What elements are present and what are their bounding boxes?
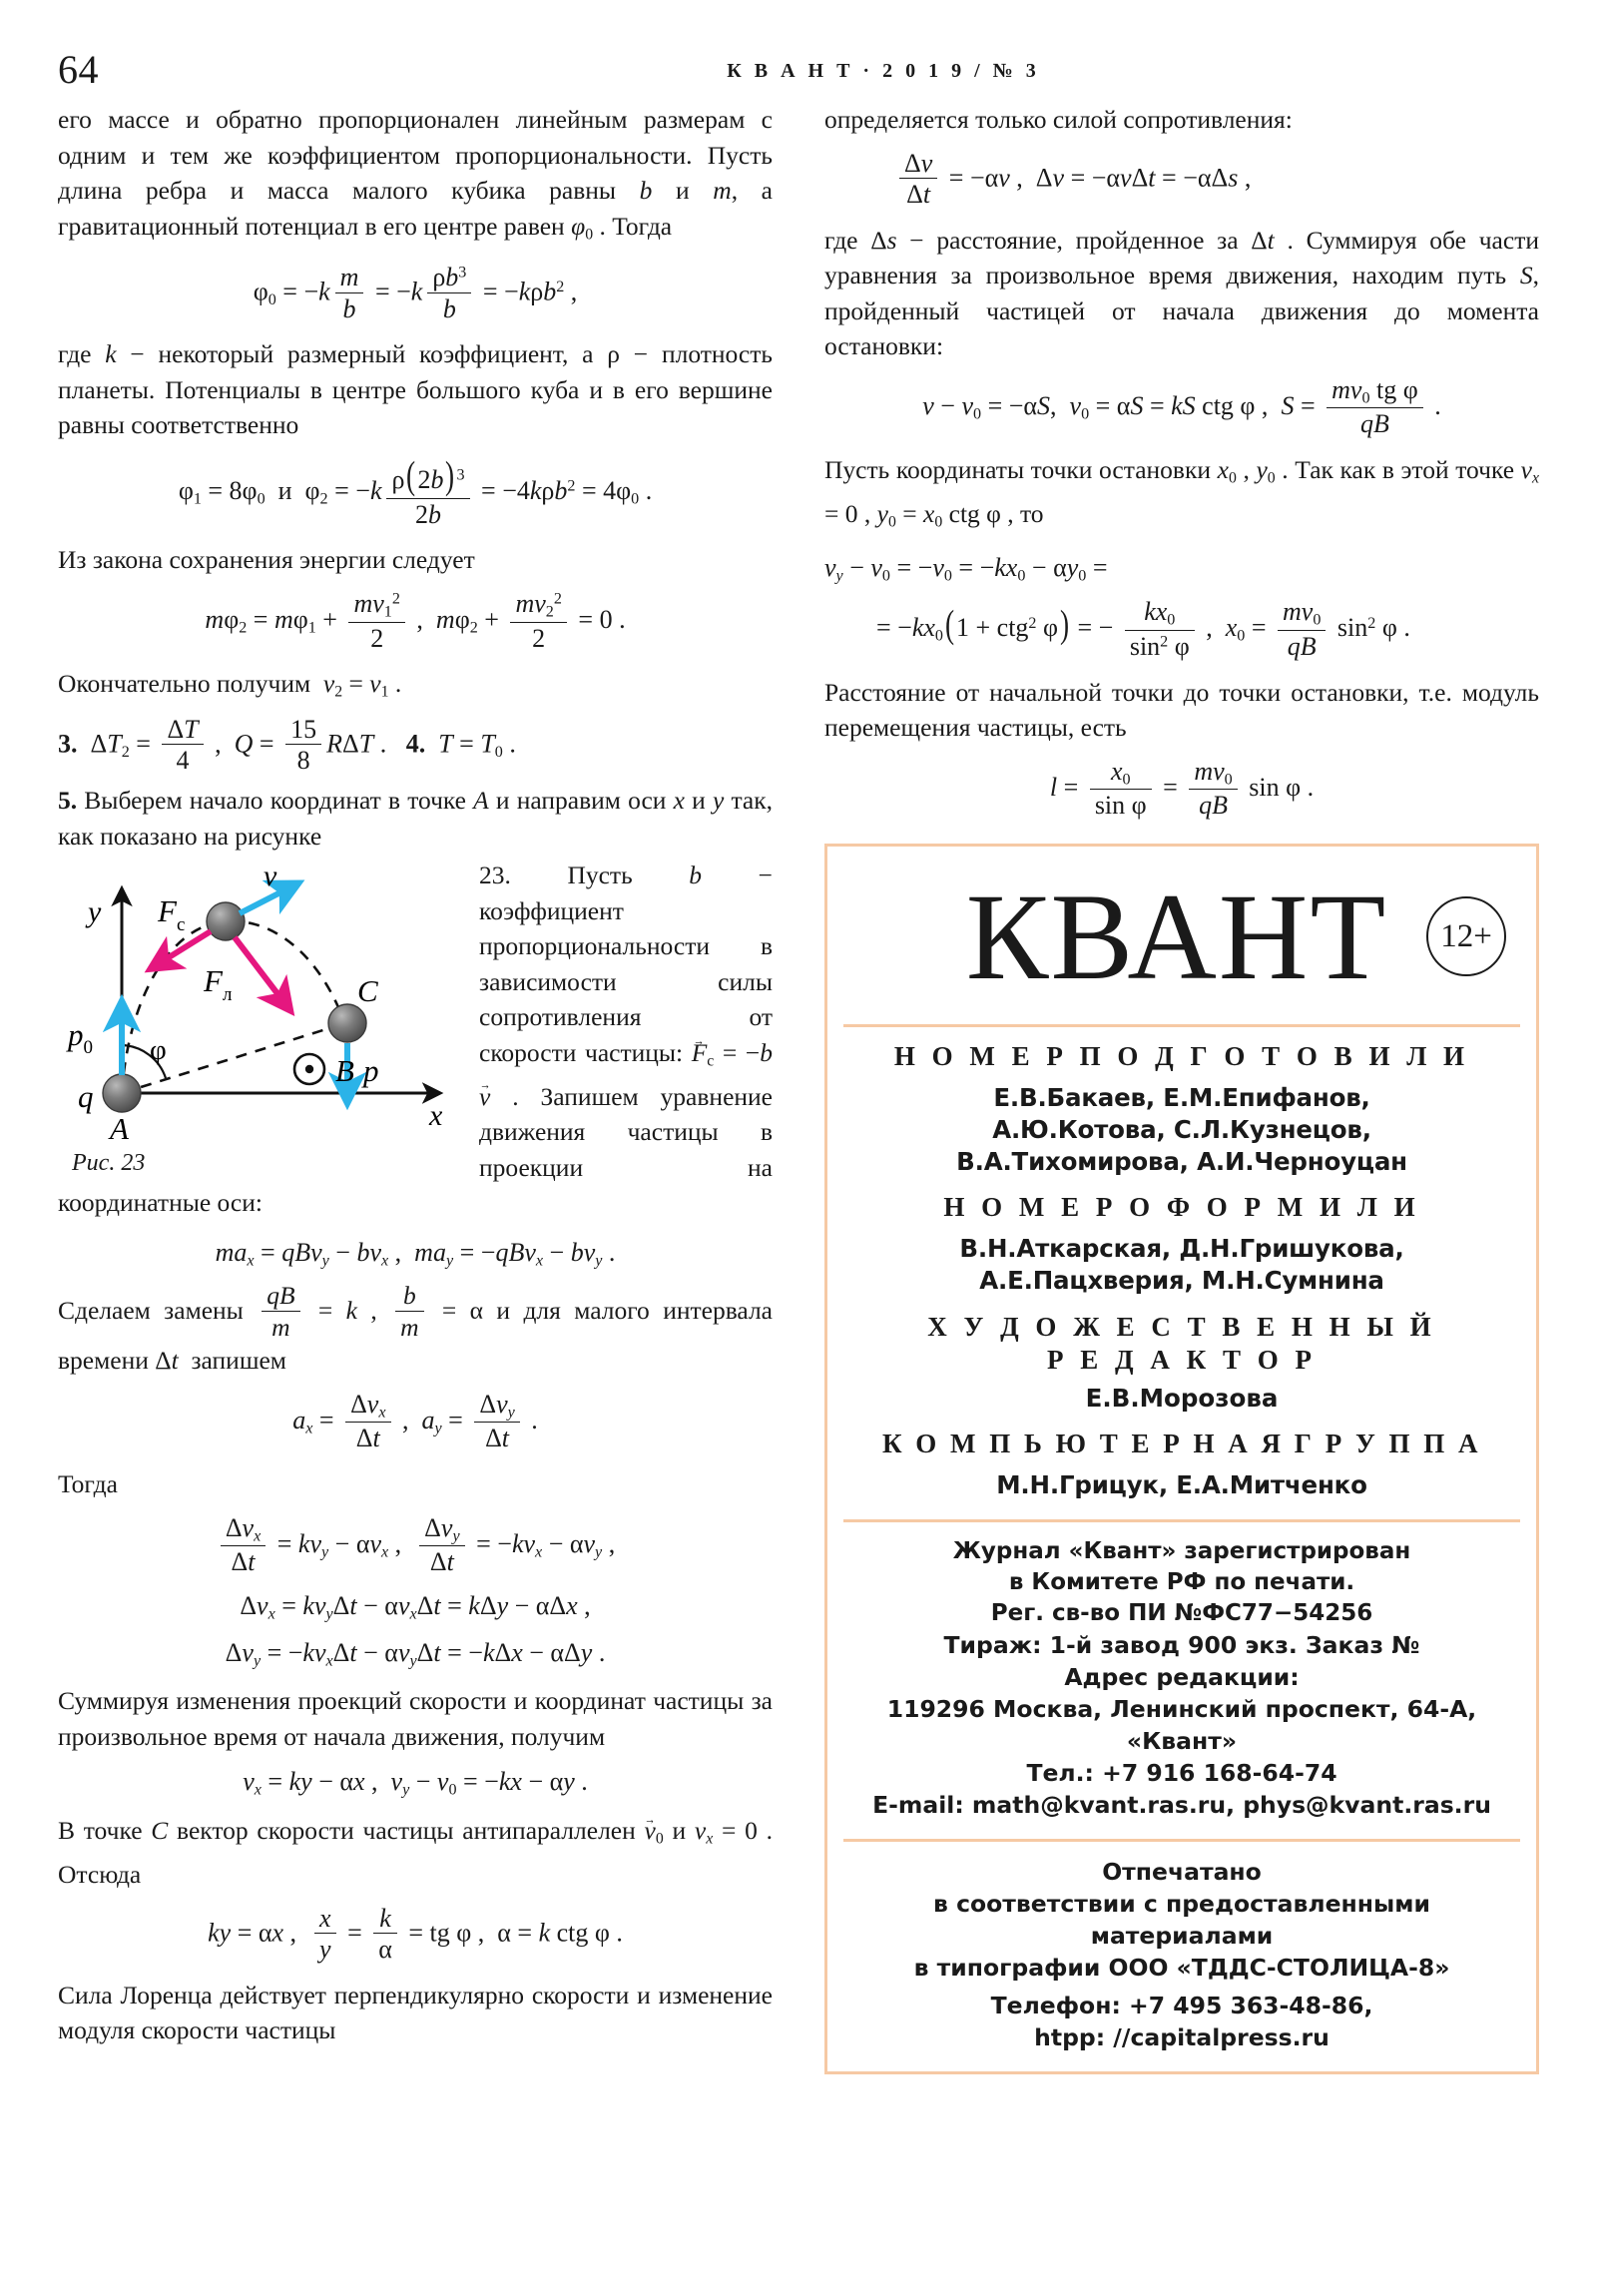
particle-at-A	[103, 1074, 141, 1112]
label-p0: $p_0$	[68, 1017, 93, 1059]
equation: = $-kx_0(1 + ctg^2$ φ) = − $\frac{kx_0}{\sin^2 \varphi}$ , $x_0$ = $\frac{mv_0}{qB}$ $\sin^2 \varphi$ .	[876, 597, 1410, 661]
credit-line: В.А.Тихомирова, А.И.Черноуцан	[956, 1147, 1407, 1177]
paragraph: Суммируя изменения проекций скорости и координат частицы за произвольное время от начала движения, получим	[58, 1686, 773, 1751]
art-editor-line1: Х У Д О Ж Е С Т В Е Н Н Ы Й	[927, 1312, 1436, 1343]
registration-line: в Комитете РФ по печати.	[1008, 1569, 1355, 1596]
printer-phone: Телефон: +7 495 363-48-86,	[990, 1992, 1373, 2020]
credits-art-editor: Е.В.Морозова	[1085, 1384, 1279, 1414]
equation: $\Delta v_x = kv_y\Delta t - \alpha v_x\Delta t = k\Delta y - \alpha\Delta x$ ,	[240, 1591, 591, 1623]
paragraph: Из закона сохранения энергии следует	[58, 545, 475, 575]
two-column-body	[58, 102, 1539, 2074]
printing-info	[843, 1856, 1520, 1984]
paragraph: Пусть координаты точки остановки $x_0$ , $y_0$ . Так как в этой точке $v_x = 0$ , $y_0 = x_0$ ctg φ , то	[824, 454, 1539, 531]
print-run: Тираж: 1-й завод 900 экз. Заказ №	[943, 1631, 1420, 1660]
paragraph: определяется только силой сопротивления:	[824, 105, 1293, 134]
figure-svg	[58, 863, 457, 1143]
paragraph: его массе и обратно пропорционален линейным размерам с одним и тем же коэффициентом пропорциональности. Пусть длина ребра и масса малого кубика равны b и m, а гравитационный потенциал в его центре равен $\varphi_0$ . Тогда	[58, 105, 773, 243]
trajectory-path	[122, 921, 347, 1093]
registration-info	[843, 1536, 1520, 1629]
paragraph: Сила Лоренца действует перпендикулярно скорости и изменение модуля скорости частицы	[58, 1980, 773, 2045]
section-title-designed: Н О М Е Р О Ф О Р М И Л И	[943, 1192, 1420, 1223]
credits-prepared	[843, 1082, 1520, 1178]
magnetic-field-dot	[305, 1065, 313, 1073]
item-number: 5.	[58, 786, 78, 816]
paragraph: Сделаем замены $\frac{qB}{m}$ = k , $\frac{b}{m}$ = α и для малого интервала времени Δt запишем	[58, 1281, 773, 1376]
address-line: 119296 Москва, Ленинский проспект, 64-А,	[886, 1695, 1477, 1724]
item-number: 4.	[405, 729, 426, 759]
credit-line: Е.В.Бакаев, Е.М.Епифанов,	[993, 1083, 1370, 1113]
equation: $v - v_0 = -\alpha S$, $v_0 = \alpha S$ = kS ctg φ , S = $\frac{mv_0 tg \varphi}{qB}$ .	[922, 374, 1441, 439]
registration-line: Рег. св-во ПИ №ФС77−54256	[990, 1600, 1373, 1627]
paragraph: 23. Пусть b − коэффициент пропорциональности в зависимости силы сопротивления от скорости частицы: $F \to_с = -bv$ → . Запишем уравнение движения частицы в проекции на координатные оси:	[58, 858, 773, 1220]
label-Fc: $F_с$	[158, 893, 186, 936]
particle-at-apex	[207, 902, 245, 940]
equation: $\frac{\Delta v}{\Delta t}$ = −αv , Δv = −αvΔt = −αΔs ,	[824, 150, 1539, 211]
figure-caption: Рис. 23	[72, 1150, 146, 1177]
credit-line: В.Н.Аткарская, Д.Н.Гришукова,	[959, 1234, 1404, 1264]
address-info	[843, 1693, 1520, 1757]
equation: $ma_x = qBv_y - bv_x$ , $ma_y = -qBv_x - bv_y$ .	[215, 1237, 616, 1270]
credit-line: А.Ю.Котова, С.Л.Кузнецов,	[992, 1115, 1371, 1145]
label-x: x	[429, 1099, 443, 1133]
section-title-computer-group: К О М П Ь Ю Т Е Р Н А Я Г Р У П П А	[881, 1429, 1482, 1459]
printer-website: htpp: //capitalpress.ru	[1034, 2023, 1330, 2052]
drag-force-vector	[166, 931, 211, 959]
left-column	[58, 102, 773, 2052]
label-q: q	[78, 1079, 94, 1115]
registration-line: Журнал «Квант» зарегистрирован	[952, 1538, 1411, 1565]
paragraph: где Δs − расстояние, пройденное за Δt . Суммируя обе части уравнения за произвольное время движения, находим путь S, пройденный частицей от начала движения до момента остановки:	[824, 225, 1539, 360]
editorial-phone: Тел.: +7 916 168-64-74	[1026, 1759, 1337, 1788]
paragraph-item-5: 5. Выберем начало координат в точке A и направим оси x и y так, как показано на рисунке	[58, 786, 773, 851]
page-header	[58, 46, 1539, 102]
label-A: A	[110, 1111, 129, 1144]
credits-computer-group: М.Н.Грицук, Е.А.Митченко	[996, 1470, 1367, 1500]
divider	[843, 1024, 1520, 1027]
lorentz-force-vector	[235, 937, 279, 996]
equation-item-3-4: 3. $\Delta T_2$ = $\frac{\Delta T}{4}$ , Q = $\frac{15}{8}$ RΔT . 4. $T = T_0$ .	[58, 715, 516, 776]
printing-line: материалами	[1090, 1922, 1274, 1951]
particle-at-C	[328, 1004, 366, 1042]
velocity-vector	[240, 891, 282, 913]
equation: ky = αx , $\frac{x}{y}$ = $\frac{k}{\alpha}$ = tg φ , α = k ctg φ .	[208, 1903, 623, 1964]
section-title-prepared: Н О М Е Р П О Д Г О Т О В И Л И	[893, 1041, 1470, 1072]
credits-designed	[843, 1233, 1520, 1297]
credit-line: А.Е.Пацхверия, М.Н.Сумнина	[979, 1266, 1384, 1296]
page-number: 64	[58, 47, 99, 92]
colophon-box	[824, 844, 1539, 2074]
item-number: 3.	[58, 729, 78, 759]
paragraph: где k − некоторый размерный коэффициент, а ρ − плотность планеты. Потенциалы в центре большого куба и в его вершине равны соответственно	[58, 339, 773, 440]
figure-23	[58, 863, 457, 1177]
label-Fl: $F_л$	[204, 963, 233, 1006]
age-rating-badge: 12+	[1426, 896, 1506, 976]
equation: $v_y - v_0 = -v_0 = -kx_0 - \alpha y_0$ =	[824, 552, 1108, 585]
art-editor-line2: Р Е Д А К Т О Р	[1047, 1345, 1317, 1376]
paragraph: Расстояние от начальной точки до точки остановки, т.е. модуль перемещения частицы, есть	[824, 677, 1539, 743]
equation: $\varphi_1 = 8\varphi_0$ и $\varphi_2 = -k$ $\frac{\rho(2b) ^3}{2b}$ = $-4k\rho b^2 = 4\varphi_0$ .	[178, 453, 653, 529]
editorial-email: E-mail: math@kvant.ras.ru, phys@kvant.ras.ru	[872, 1791, 1491, 1820]
paragraph: Тогда	[58, 1469, 118, 1499]
label-p: p	[363, 1053, 379, 1089]
journal-title: К В А Н Т · 2 0 1 9 / № 3	[727, 60, 1040, 82]
equation: $\Delta v_y = -kv_x\Delta t - \alpha v_y\Delta t = -k\Delta x - \alpha\Delta y$ .	[225, 1637, 606, 1670]
right-column	[824, 102, 1539, 2074]
address-line: «Квант»	[1126, 1727, 1238, 1756]
printing-line: Отпечатано	[1102, 1858, 1262, 1887]
label-C: C	[357, 973, 378, 1009]
label-v: v	[264, 863, 277, 893]
divider	[843, 1519, 1520, 1522]
kvant-logo: КВАНТ	[965, 868, 1388, 1006]
label-y: y	[88, 895, 102, 929]
paragraph: В точке C вектор скорости частицы антипараллелен $v \to_0$ и $v_x = 0$ . Отсюда	[58, 1813, 773, 1892]
equation: $\frac{\Delta v_x}{\Delta t}$ = $kv_y - \alpha v_x$ , $\frac{\Delta v_y}{\Delta t}$ = $-kv_x - \alpha v_y$ ,	[58, 1514, 773, 1578]
divider	[843, 1839, 1520, 1842]
equation: l = $\frac{x_0}{\text{sin φ}}$ = $\frac{mv_0}{qB}$ sin φ .	[1049, 756, 1315, 821]
address-title: Адрес редакции:	[1064, 1663, 1300, 1692]
equation: $m\varphi_2 = m\varphi_1$ + $\frac{mv_1^2}{2}$ , $m\varphi_2$ + $\frac{mv_2^2}{2}$ = 0 .	[205, 588, 626, 653]
section-title-art-editor	[843, 1311, 1520, 1377]
paragraph: Окончательно получим $v_2 = v_1$ .	[58, 669, 402, 701]
equation: $\varphi_0 = -k$ $\frac{m}{b}$ = −k $\frac{\rho b^3}{b}$ = −kρb$^2$ ,	[253, 263, 578, 323]
label-phi: φ	[150, 1034, 167, 1067]
masthead	[843, 862, 1520, 1012]
label-B: B	[335, 1053, 354, 1089]
equation: $a_x$ = $\frac{\Delta v_x}{\Delta t}$ , $a_y$ = $\frac{\Delta v_y}{\Delta t}$ .	[292, 1389, 538, 1453]
printing-line: в типографии ООО «ТДДС-СТОЛИЦА-8»	[913, 1954, 1450, 1983]
equation: $v_x$ = ky − αx , $v_y - v_0 = -kx - \alpha y$ .	[243, 1767, 588, 1799]
printing-line: в соответствии с предоставленными	[933, 1890, 1430, 1919]
